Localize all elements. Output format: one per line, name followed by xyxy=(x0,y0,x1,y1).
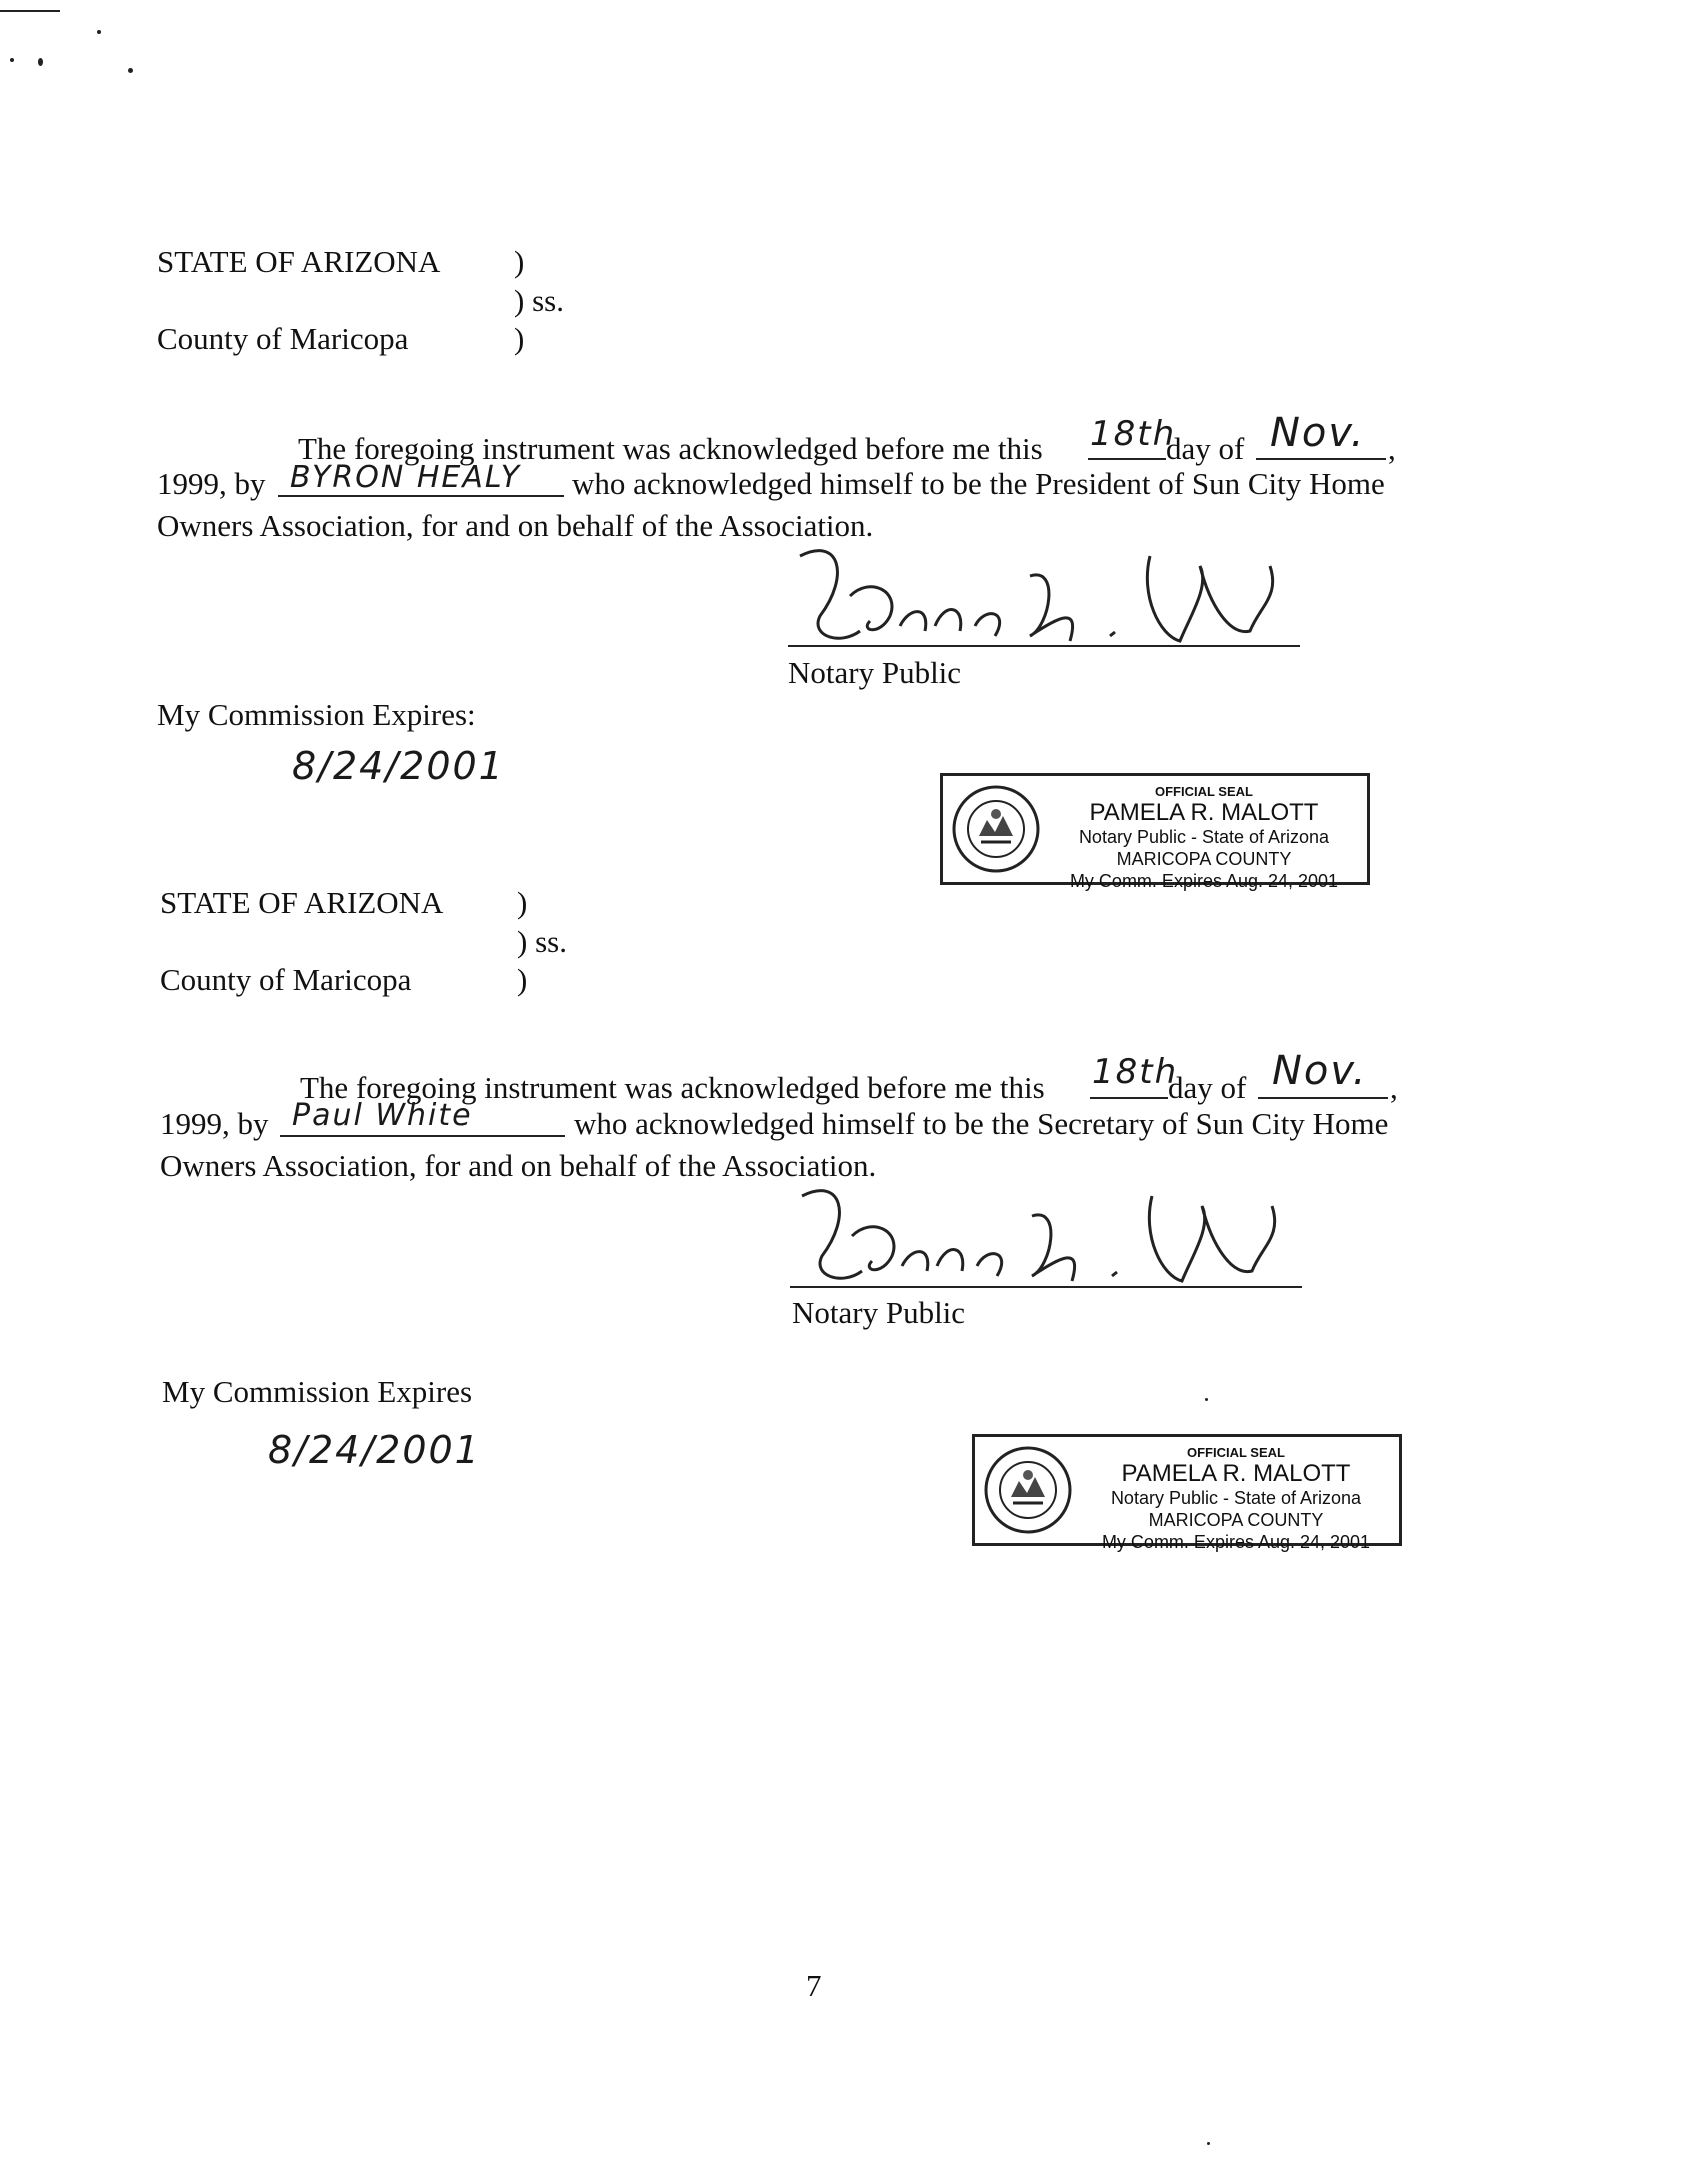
arizona-seal-emblem xyxy=(983,1445,1073,1535)
commission-date-handwritten: 8/24/2001 xyxy=(292,744,505,788)
official-seal-stamp xyxy=(940,773,1370,891)
venue-ss: ) ss. xyxy=(517,924,567,959)
seal-name: PAMELA R. MALOTT xyxy=(1089,799,1319,826)
ack-month-handwritten: Nov. xyxy=(1272,1048,1368,1094)
commission-date-handwritten: 8/24/2001 xyxy=(268,1428,481,1472)
venue-county: County of Maricopa xyxy=(157,321,409,356)
venue-paren: ) xyxy=(517,885,528,920)
seal-expires: My Comm. Expires Aug. 24, 2001 xyxy=(1069,871,1339,891)
ack-day-handwritten: 18th xyxy=(1092,1052,1179,1092)
official-seal-stamp xyxy=(972,1434,1402,1552)
seal-role: Notary Public - State of Arizona xyxy=(1078,827,1330,847)
ack-name-handwritten: BYRON HEALY xyxy=(290,460,522,495)
notary-signature xyxy=(780,536,1300,666)
ack-line3: Owners Association, for and on behalf of the Association. xyxy=(157,508,874,543)
commission-label: My Commission Expires: xyxy=(157,697,476,732)
seal-role: Notary Public - State of Arizona xyxy=(1110,1488,1362,1508)
venue-county: County of Maricopa xyxy=(160,962,412,997)
seal-county: MARICOPA COUNTY xyxy=(1116,849,1292,869)
seal-county: MARICOPA COUNTY xyxy=(1148,1510,1324,1530)
seal-name: PAMELA R. MALOTT xyxy=(1121,1460,1351,1487)
notary-signature xyxy=(782,1176,1302,1306)
ack-line2-rest: who acknowledged himself to be the Secretary of Sun City Home xyxy=(574,1106,1389,1141)
seal-title: OFFICIAL SEAL xyxy=(1187,1445,1285,1460)
ack-day-of: day of xyxy=(1166,431,1245,466)
notary-public-label: Notary Public xyxy=(792,1295,966,1330)
scan-speck xyxy=(0,10,60,12)
scan-speck xyxy=(1207,2142,1210,2145)
scan-speck xyxy=(38,58,43,66)
ack-line1: The foregoing instrument was acknowledged before me this xyxy=(298,431,1043,466)
scan-speck xyxy=(97,30,101,34)
venue-ss: ) ss. xyxy=(514,283,564,318)
venue-paren: ) xyxy=(517,962,528,997)
ack-comma: , xyxy=(1390,1070,1398,1105)
venue-paren: ) xyxy=(514,244,525,279)
ack-line2-start: 1999, by xyxy=(157,466,266,501)
scan-speck xyxy=(1205,1398,1208,1401)
notary-public-label: Notary Public xyxy=(788,655,962,690)
venue-state: STATE OF ARIZONA xyxy=(160,885,444,920)
seal-expires: My Comm. Expires Aug. 24, 2001 xyxy=(1101,1532,1371,1552)
ack-month-handwritten: Nov. xyxy=(1270,410,1366,456)
ack-line3: Owners Association, for and on behalf of the Association. xyxy=(160,1148,877,1183)
commission-label: My Commission Expires xyxy=(162,1374,473,1409)
ack-line2-rest: who acknowledged himself to be the President of Sun City Home xyxy=(572,466,1385,501)
ack-day-of: day of xyxy=(1168,1070,1247,1105)
ack-line1: The foregoing instrument was acknowledged before me this xyxy=(300,1070,1045,1105)
venue-state: STATE OF ARIZONA xyxy=(157,244,441,279)
venue-paren: ) xyxy=(514,321,525,356)
ack-comma: , xyxy=(1388,431,1396,466)
seal-title: OFFICIAL SEAL xyxy=(1155,784,1253,799)
ack-line2-start: 1999, by xyxy=(160,1106,269,1141)
scan-speck xyxy=(10,58,14,62)
ack-day-handwritten: 18th xyxy=(1090,414,1177,454)
page-number: 7 xyxy=(806,1968,822,2003)
arizona-seal-emblem xyxy=(951,784,1041,874)
ack-name-handwritten: Paul White xyxy=(292,1098,473,1133)
scan-speck xyxy=(128,68,133,73)
